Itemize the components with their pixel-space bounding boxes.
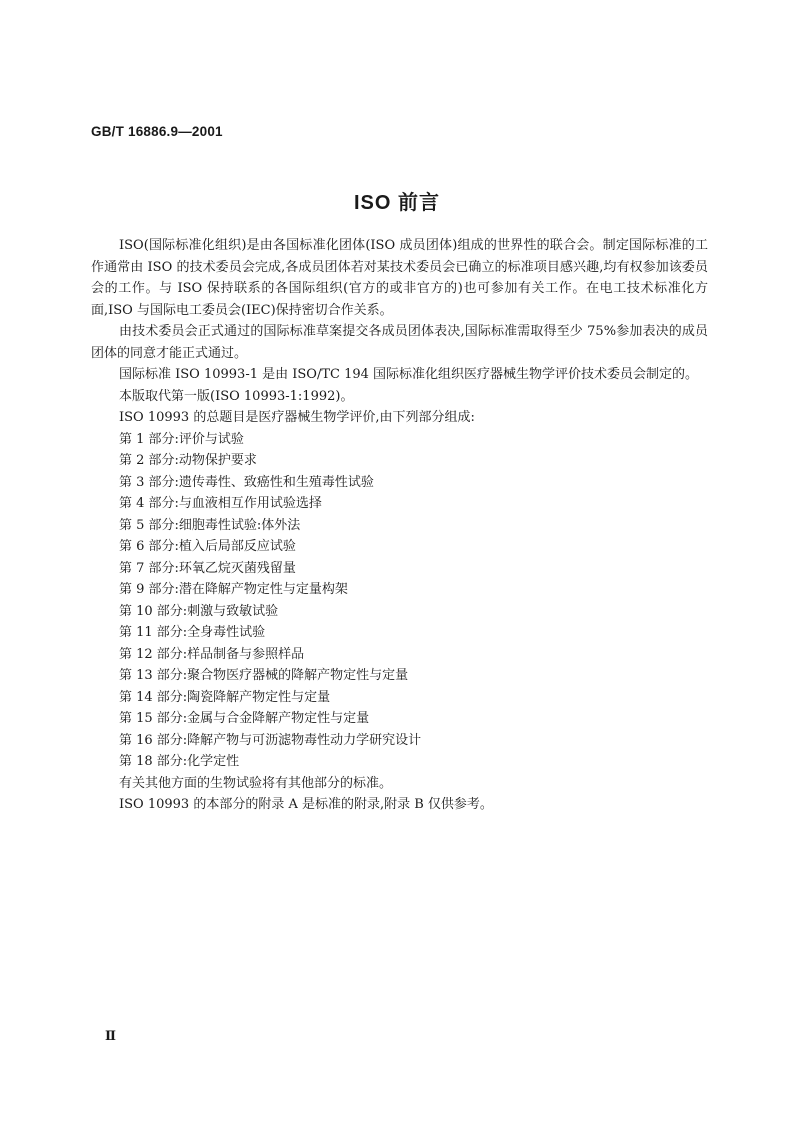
paragraph-annexes: ISO 10993 的本部分的附录 A 是标准的附录,附录 B 仅供参考。 bbox=[119, 797, 493, 812]
paragraph-other-parts: 有关其他方面的生物试验将有其他部分的标准。 bbox=[119, 775, 393, 791]
list-item: 第 14 部分:陶瓷降解产物定性与定量 bbox=[119, 689, 331, 705]
list-item: 第 7 部分:环氧乙烷灭菌残留量 bbox=[119, 560, 296, 576]
list-item: 第 18 部分:化学定性 bbox=[119, 754, 240, 769]
list-item: 第 12 部分:样品制备与参照样品 bbox=[119, 646, 305, 662]
list-item: 第 5 部分:细胞毒性试验:体外法 bbox=[119, 517, 301, 533]
list-item: 第 10 部分:刺激与致敏试验 bbox=[119, 603, 279, 619]
list-item: 第 3 部分:遗传毒性、致癌性和生殖毒性试验 bbox=[119, 474, 374, 490]
document-body bbox=[91, 235, 708, 816]
list-item: 第 13 部分:聚合物医疗器械的降解产物定性与定量 bbox=[119, 668, 409, 683]
list-item: 第 9 部分:潜在降解产物定性与定量构架 bbox=[119, 582, 348, 597]
list-item: 第 2 部分:动物保护要求 bbox=[119, 453, 257, 468]
standard-code: GB/T 16886.9—2001 bbox=[91, 124, 223, 139]
page-number: Ⅱ bbox=[105, 1028, 116, 1043]
paragraph-general-title: ISO 10993 的总题目是医疗器械生物学评价,由下列部分组成: bbox=[119, 410, 475, 425]
list-item: 第 4 部分:与血液相互作用试验选择 bbox=[119, 496, 322, 511]
list-item: 第 15 部分:金属与合金降解产物定性与定量 bbox=[119, 711, 370, 726]
paragraph-replaces: 本版取代第一版(ISO 10993-1:1992)。 bbox=[119, 388, 354, 404]
page-title: ISO 前言 bbox=[353, 192, 440, 214]
paragraph-voting: 由技术委员会正式通过的国际标准草案提交各成员团体表决,国际标准需取得至少 75%参加表决的成员团体的同意才能正式通过。 bbox=[91, 324, 708, 361]
paragraph-iso-intro: ISO(国际标准化组织)是由各国标准化团体(ISO 成员团体)组成的世界性的联合会。制定国际标准的工作通常由 ISO 的技术委员会完成,各成员团体若对某技术委员会已确立的标准项目感兴趣,均有权参加该委员会的工作。与 ISO 保持联系的各国际组织(官方的或非官方的)也可参加有关工作。在电工技术标准化方面,ISO 与国际电工委员会(IEC)保持密切合作关系。 bbox=[91, 238, 708, 318]
list-item: 第 1 部分:评价与试验 bbox=[119, 431, 244, 447]
list-item: 第 11 部分:全身毒性试验 bbox=[119, 625, 266, 640]
parts-list bbox=[91, 429, 708, 773]
paragraph-tc194: 国际标准 ISO 10993-1 是由 ISO/TC 194 国际标准化组织医疗器械生物学评价技术委员会制定的。 bbox=[119, 367, 699, 382]
list-item: 第 16 部分:降解产物与可沥滤物毒性动力学研究设计 bbox=[119, 732, 422, 748]
list-item: 第 6 部分:植入后局部反应试验 bbox=[119, 539, 296, 554]
